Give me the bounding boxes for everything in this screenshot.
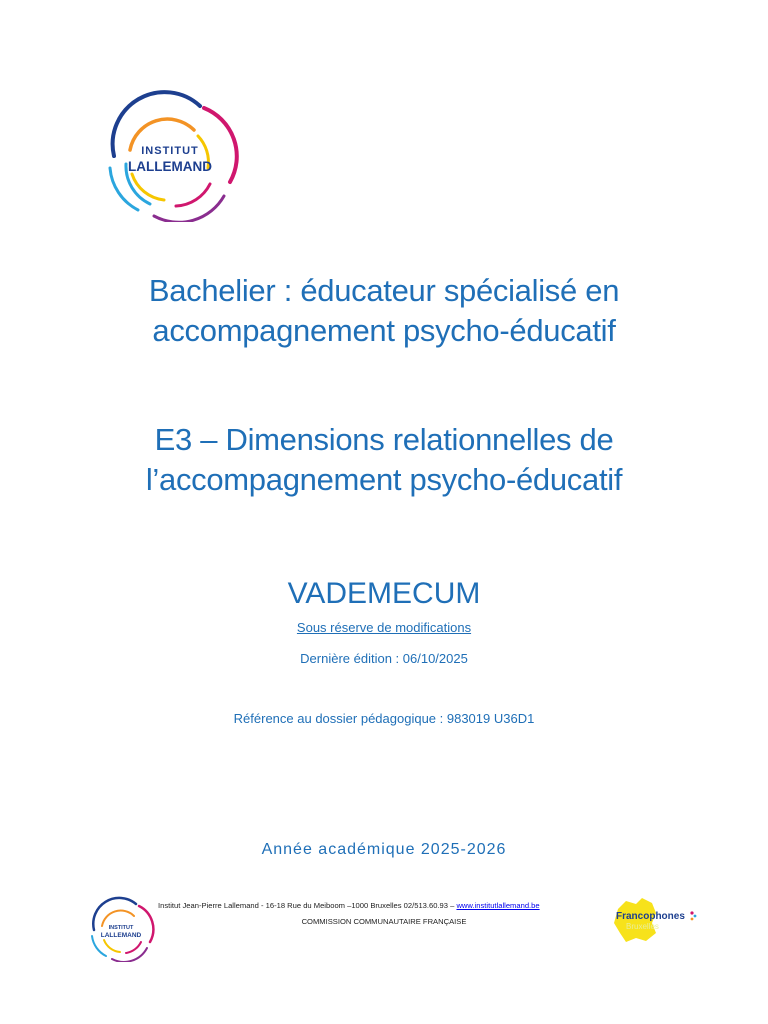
partner-dot-cyan bbox=[694, 915, 697, 918]
francophones-bruxelles-logo bbox=[612, 895, 698, 945]
footer-institut-logo bbox=[84, 896, 156, 962]
footer-website-link[interactable]: www.institutlallemand.be bbox=[456, 901, 540, 910]
partner-dot-orange bbox=[691, 918, 694, 921]
pedagogical-reference: Référence au dossier pédagogique : 983019 U36D1 bbox=[233, 711, 535, 726]
footer-address-text: Institut Jean-Pierre Lallemand - 16-18 Rue du Meiboom –1000 Bruxelles 02/513.60.93 – bbox=[158, 901, 457, 910]
program-title-line2: accompagnement psycho-éducatif bbox=[152, 313, 616, 348]
logo-text-institut: INSTITUT bbox=[141, 145, 199, 157]
bruxelles-text: Bruxelles bbox=[626, 922, 659, 931]
francophones-text: Francophones bbox=[616, 911, 685, 922]
program-title-line1: Bachelier : éducateur spécialisé en bbox=[148, 273, 620, 308]
course-title-line1: E3 – Dimensions relationnelles de bbox=[154, 422, 614, 457]
logo-text-lallemand: LALLEMAND bbox=[128, 159, 212, 174]
footer-commission: COMMISSION COMMUNAUTAIRE FRANÇAISE bbox=[301, 917, 467, 926]
vademecum-title: VADEMECUM bbox=[287, 577, 481, 610]
course-title bbox=[0, 420, 768, 500]
footer-logo-text-lallemand: LALLEMAND bbox=[100, 932, 142, 939]
footer-institut-logo-graphic bbox=[84, 896, 156, 962]
program-title bbox=[0, 271, 768, 351]
institut-lallemand-logo-graphic bbox=[92, 88, 240, 222]
footer-logo-text-institut: INSTITUT bbox=[108, 925, 134, 931]
footer-address bbox=[158, 901, 628, 911]
institut-lallemand-logo bbox=[92, 88, 240, 222]
modifications-link[interactable]: Sous réserve de modifications bbox=[296, 620, 472, 635]
academic-year: Année académique 2025-2026 bbox=[261, 841, 507, 858]
edition-date: Dernière édition : 06/10/2025 bbox=[300, 651, 468, 666]
francophones-bruxelles-logo-graphic bbox=[612, 895, 698, 945]
course-title-line2: l’accompagnement psycho-éducatif bbox=[145, 462, 623, 497]
partner-dot-magenta bbox=[690, 911, 693, 914]
